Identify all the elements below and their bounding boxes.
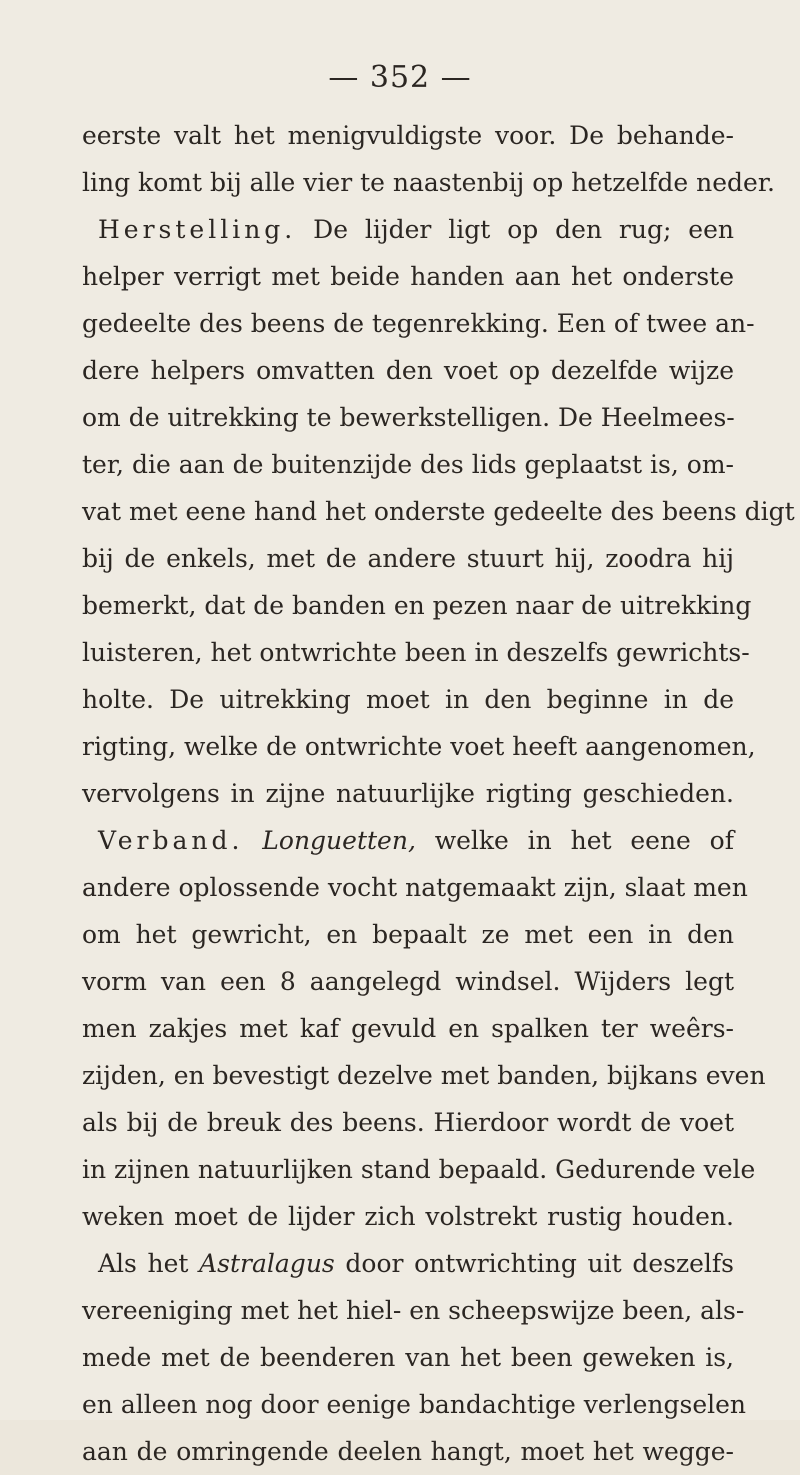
page-number: — 352 — xyxy=(328,60,472,95)
text-line: bij de enkels, met de andere stuurt hij, zoodra hij xyxy=(82,544,734,573)
text-fragment: De lijder ligt op den rug; een xyxy=(296,215,734,244)
text-line: vat met eene hand het onderste gedeelte des beens digt xyxy=(82,497,795,526)
text-line: andere oplossende vocht natgemaakt zijn, slaat men xyxy=(82,873,748,902)
section-heading-herstelling: Herstelling. xyxy=(98,215,297,244)
body-text xyxy=(82,112,795,1475)
text-line: vervolgens in zijne natuurlijke rigting geschieden. xyxy=(82,779,734,808)
text-line-astralagus xyxy=(82,1240,734,1287)
text-line: aan de omringende deelen hangt, moet het wegge- xyxy=(82,1437,734,1466)
italic-term-longuetten: Longuetten, xyxy=(262,826,416,855)
text-line: om de uitrekking te bewerkstelligen. De Heelmees- xyxy=(82,403,735,432)
text-line: helper verrigt met beide handen aan het onderste xyxy=(82,262,734,291)
text-line: luisteren, het ontwrichte been in deszelfs gewrichts- xyxy=(82,638,750,667)
text-line: om het gewricht, en bepaalt ze met een in den xyxy=(82,920,734,949)
text-line-verband xyxy=(82,817,734,864)
text-line: men zakjes met kaf gevuld en spalken ter weêrs- xyxy=(82,1014,734,1043)
text-line: zijden, en bevestigt dezelve met banden, bijkans even xyxy=(82,1061,766,1090)
text-fragment: door ontwrichting uit deszelfs xyxy=(334,1249,735,1278)
text-line: vorm van een 8 aangelegd windsel. Wijders legt xyxy=(82,967,734,996)
italic-term-astralagus: Astralagus xyxy=(199,1249,335,1278)
text-fragment: welke in het eene of xyxy=(415,826,734,855)
text-line: mede met de beenderen van het been geweken is, xyxy=(82,1343,734,1372)
text-line: holte. De uitrekking moet in den beginne in de xyxy=(82,685,734,714)
section-heading-verband: Verband. xyxy=(98,826,244,855)
text-line: als bij de breuk des beens. Hierdoor wordt de voet xyxy=(82,1108,734,1137)
text-fragment: Als het xyxy=(98,1249,200,1278)
text-line: in zijnen natuurlijken stand bepaald. Gedurende vele xyxy=(82,1155,756,1184)
text-line: bemerkt, dat de banden en pezen naar de uitrekking xyxy=(82,591,752,620)
text-line: dere helpers omvatten den voet op dezelfde wijze xyxy=(82,356,734,385)
text-line-herstelling xyxy=(82,206,734,253)
text-line: eerste valt het menigvuldigste voor. De behande- xyxy=(82,121,734,150)
text-line: en alleen nog door eenige bandachtige verlengselen xyxy=(82,1390,747,1419)
text-line: ling komt bij alle vier te naastenbij op hetzelfde neder. xyxy=(82,168,776,197)
text-line: rigting, welke de ontwrichte voet heeft aangenomen, xyxy=(82,732,756,761)
text-line: gedeelte des beens de tegenrekking. Een of twee an- xyxy=(82,309,755,338)
text-line: vereeniging met het hiel- en scheepswijze been, als- xyxy=(82,1296,745,1325)
text-line: ter, die aan de buitenzijde des lids geplaatst is, om- xyxy=(82,450,734,479)
text-line: weken moet de lijder zich volstrekt rustig houden. xyxy=(82,1202,734,1231)
